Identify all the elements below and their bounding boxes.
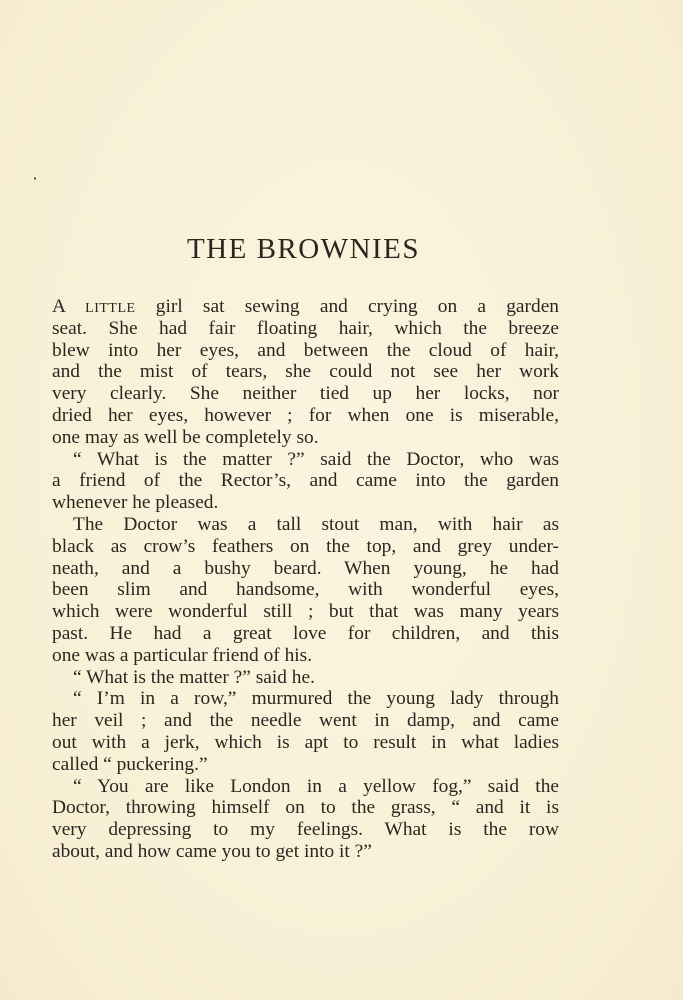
small-caps-word: little: [85, 296, 136, 317]
text-line: called “ puckering.”: [52, 753, 208, 775]
text-line: very clearly. She neither tied up her locks, nor: [52, 383, 559, 405]
text-line: The Doctor was a tall stout man, with hair as: [73, 513, 559, 535]
text-line: which were wonderful still ; but that was many years: [52, 601, 559, 623]
text-line: whenever he pleased.: [52, 492, 219, 514]
text-line: “ I’m in a row,” murmured the young lady through: [73, 688, 559, 710]
text-line: blew into her eyes, and between the cloud of hair,: [52, 339, 559, 361]
text-line: neath, and a bushy beard. When young, he had: [52, 557, 559, 579]
chapter-title: THE BROWNIES: [186, 233, 421, 265]
text-line: black as crow’s feathers on the top, and grey under-: [52, 535, 559, 557]
text-line: a friend of the Rector’s, and came into the garden: [52, 470, 559, 492]
text-line: one was a particular friend of his.: [52, 644, 313, 666]
text-line: “ What is the matter ?” said he.: [73, 666, 315, 688]
text-line: seat. She had fair floating hair, which the breeze: [52, 317, 559, 339]
text-line: one may as well be completely so.: [52, 426, 319, 448]
text-line: “ What is the matter ?” said the Doctor, who was: [73, 448, 559, 470]
text-line: A little girl sat sewing and crying on a garden: [52, 296, 559, 317]
text-line: her veil ; and the needle went in damp, and came: [52, 710, 559, 732]
text-line: Doctor, throwing himself on to the grass, “ and it is: [52, 797, 559, 819]
text-line: past. He had a great love for children, and this: [52, 622, 559, 644]
text-line: about, and how came you to get into it ?”: [52, 840, 372, 862]
text-line: dried her eyes, however ; for when one is miserable,: [52, 404, 559, 426]
text-line: and the mist of tears, she could not see her work: [52, 361, 559, 383]
text-line: “ You are like London in a yellow fog,” said the: [73, 775, 559, 797]
text-line: very depressing to my feelings. What is the row: [52, 819, 559, 841]
text-line: out with a jerk, which is apt to result in what ladies: [52, 731, 559, 753]
ink-speck: [34, 177, 36, 180]
chapter-text: [52, 296, 559, 863]
text-line: been slim and handsome, with wonderful eyes,: [52, 579, 559, 601]
